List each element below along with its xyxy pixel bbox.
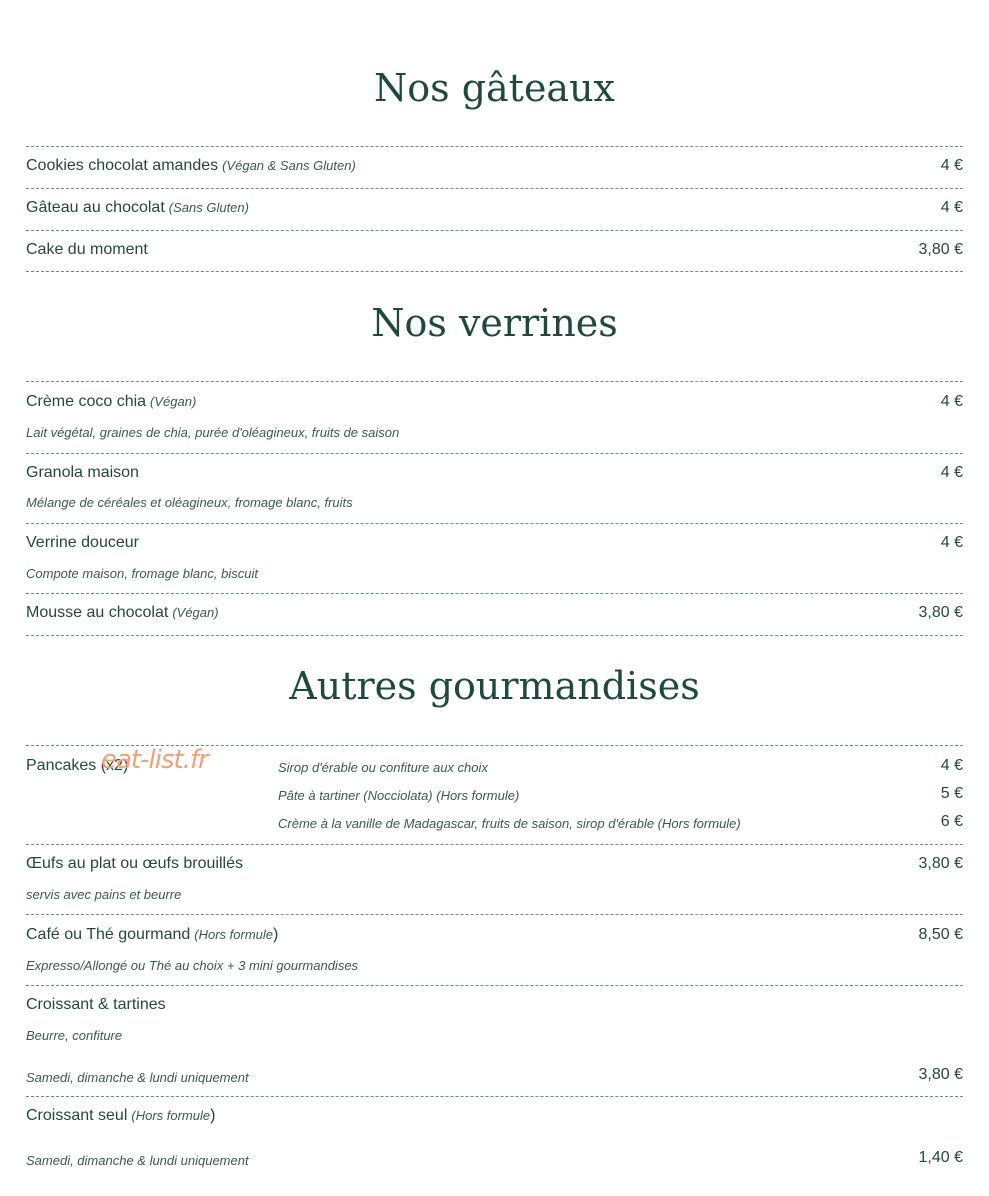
divider	[26, 635, 963, 636]
item-name: Café ou Thé gourmand	[26, 926, 191, 943]
item-price: 4 €	[940, 393, 963, 410]
item-description: Mélange de céréales et oléagineux, fromage blanc, fruits	[26, 495, 353, 510]
pancake-option-price: 4 €	[940, 757, 963, 774]
item-name: Granola maison	[26, 464, 139, 481]
item-price: 3,80 €	[918, 855, 963, 872]
item-price: 3,80 €	[918, 1066, 963, 1083]
item-name: Œufs au plat ou œufs brouillés	[26, 855, 243, 872]
pancake-option: Sirop d'érable ou confiture aux choix	[278, 760, 488, 775]
divider	[26, 188, 963, 189]
item-name: Croissant & tartines	[26, 996, 166, 1013]
item-tag: (Sans Gluten)	[168, 200, 249, 215]
item-description: Lait végétal, graines de chia, purée d'oléagineux, fruits de saison	[26, 425, 400, 440]
section-title-verrines: Nos verrines	[371, 301, 618, 345]
item-name: Pancakes (x2)	[26, 757, 129, 774]
divider	[26, 593, 963, 594]
item-price: 3,80 €	[918, 241, 963, 258]
divider	[26, 381, 963, 382]
item-price: 3,80 €	[918, 604, 963, 621]
item-tag-end: )	[210, 1107, 216, 1124]
item-availability: Samedi, dimanche & lundi uniquement	[26, 1153, 249, 1168]
item-description: Expresso/Allongé ou Thé au choix + 3 mini gourmandises	[26, 958, 359, 973]
divider	[26, 271, 963, 272]
divider	[26, 453, 963, 454]
item-tag: (Hors formule	[131, 1108, 211, 1123]
item-name: Croissant seul	[26, 1107, 128, 1124]
divider	[26, 523, 963, 524]
item-name: Verrine douceur	[26, 534, 139, 551]
divider	[26, 985, 963, 986]
item-name: Gâteau au chocolat	[26, 199, 165, 216]
pancake-option-price: 6 €	[940, 813, 963, 830]
pancake-option: Pâte à tartiner (Nocciolata) (Hors formule)	[278, 788, 520, 803]
item-tag: (Hors formule	[194, 927, 274, 942]
divider	[26, 914, 963, 915]
item-tag: (Végan)	[150, 394, 197, 409]
divider	[26, 844, 963, 845]
item-price: 4 €	[940, 199, 963, 216]
item-price: 4 €	[940, 464, 963, 481]
item-description: Beurre, confiture	[26, 1028, 123, 1043]
item-price: 4 €	[940, 157, 963, 174]
item-name: Cookies chocolat amandes	[26, 157, 219, 174]
item-name: Mousse au chocolat	[26, 604, 169, 621]
divider	[26, 146, 963, 147]
section-title-autres: Autres gourmandises	[289, 664, 700, 708]
item-description: servis avec pains et beurre	[26, 887, 182, 902]
divider	[26, 1096, 963, 1097]
section-title-gateaux: Nos gâteaux	[373, 66, 615, 110]
divider	[26, 230, 963, 231]
item-price: 1,40 €	[918, 1149, 963, 1166]
item-name: Cake du moment	[26, 241, 148, 258]
item-price: 8,50 €	[918, 926, 963, 943]
item-name: Crème coco chia	[26, 393, 147, 410]
item-tag-end: )	[273, 926, 279, 943]
item-availability: Samedi, dimanche & lundi uniquement	[26, 1070, 249, 1085]
pancake-option: Crème à la vanille de Madagascar, fruits de saison, sirop d'érable (Hors formule)	[278, 816, 741, 831]
pancake-option-price: 5 €	[940, 785, 963, 802]
watermark: eat-list.fr	[101, 745, 208, 775]
item-tag: (Végan & Sans Gluten)	[222, 158, 356, 173]
item-tag: (Végan)	[172, 605, 219, 620]
item-description: Compote maison, fromage blanc, biscuit	[26, 566, 258, 581]
item-price: 4 €	[940, 534, 963, 551]
